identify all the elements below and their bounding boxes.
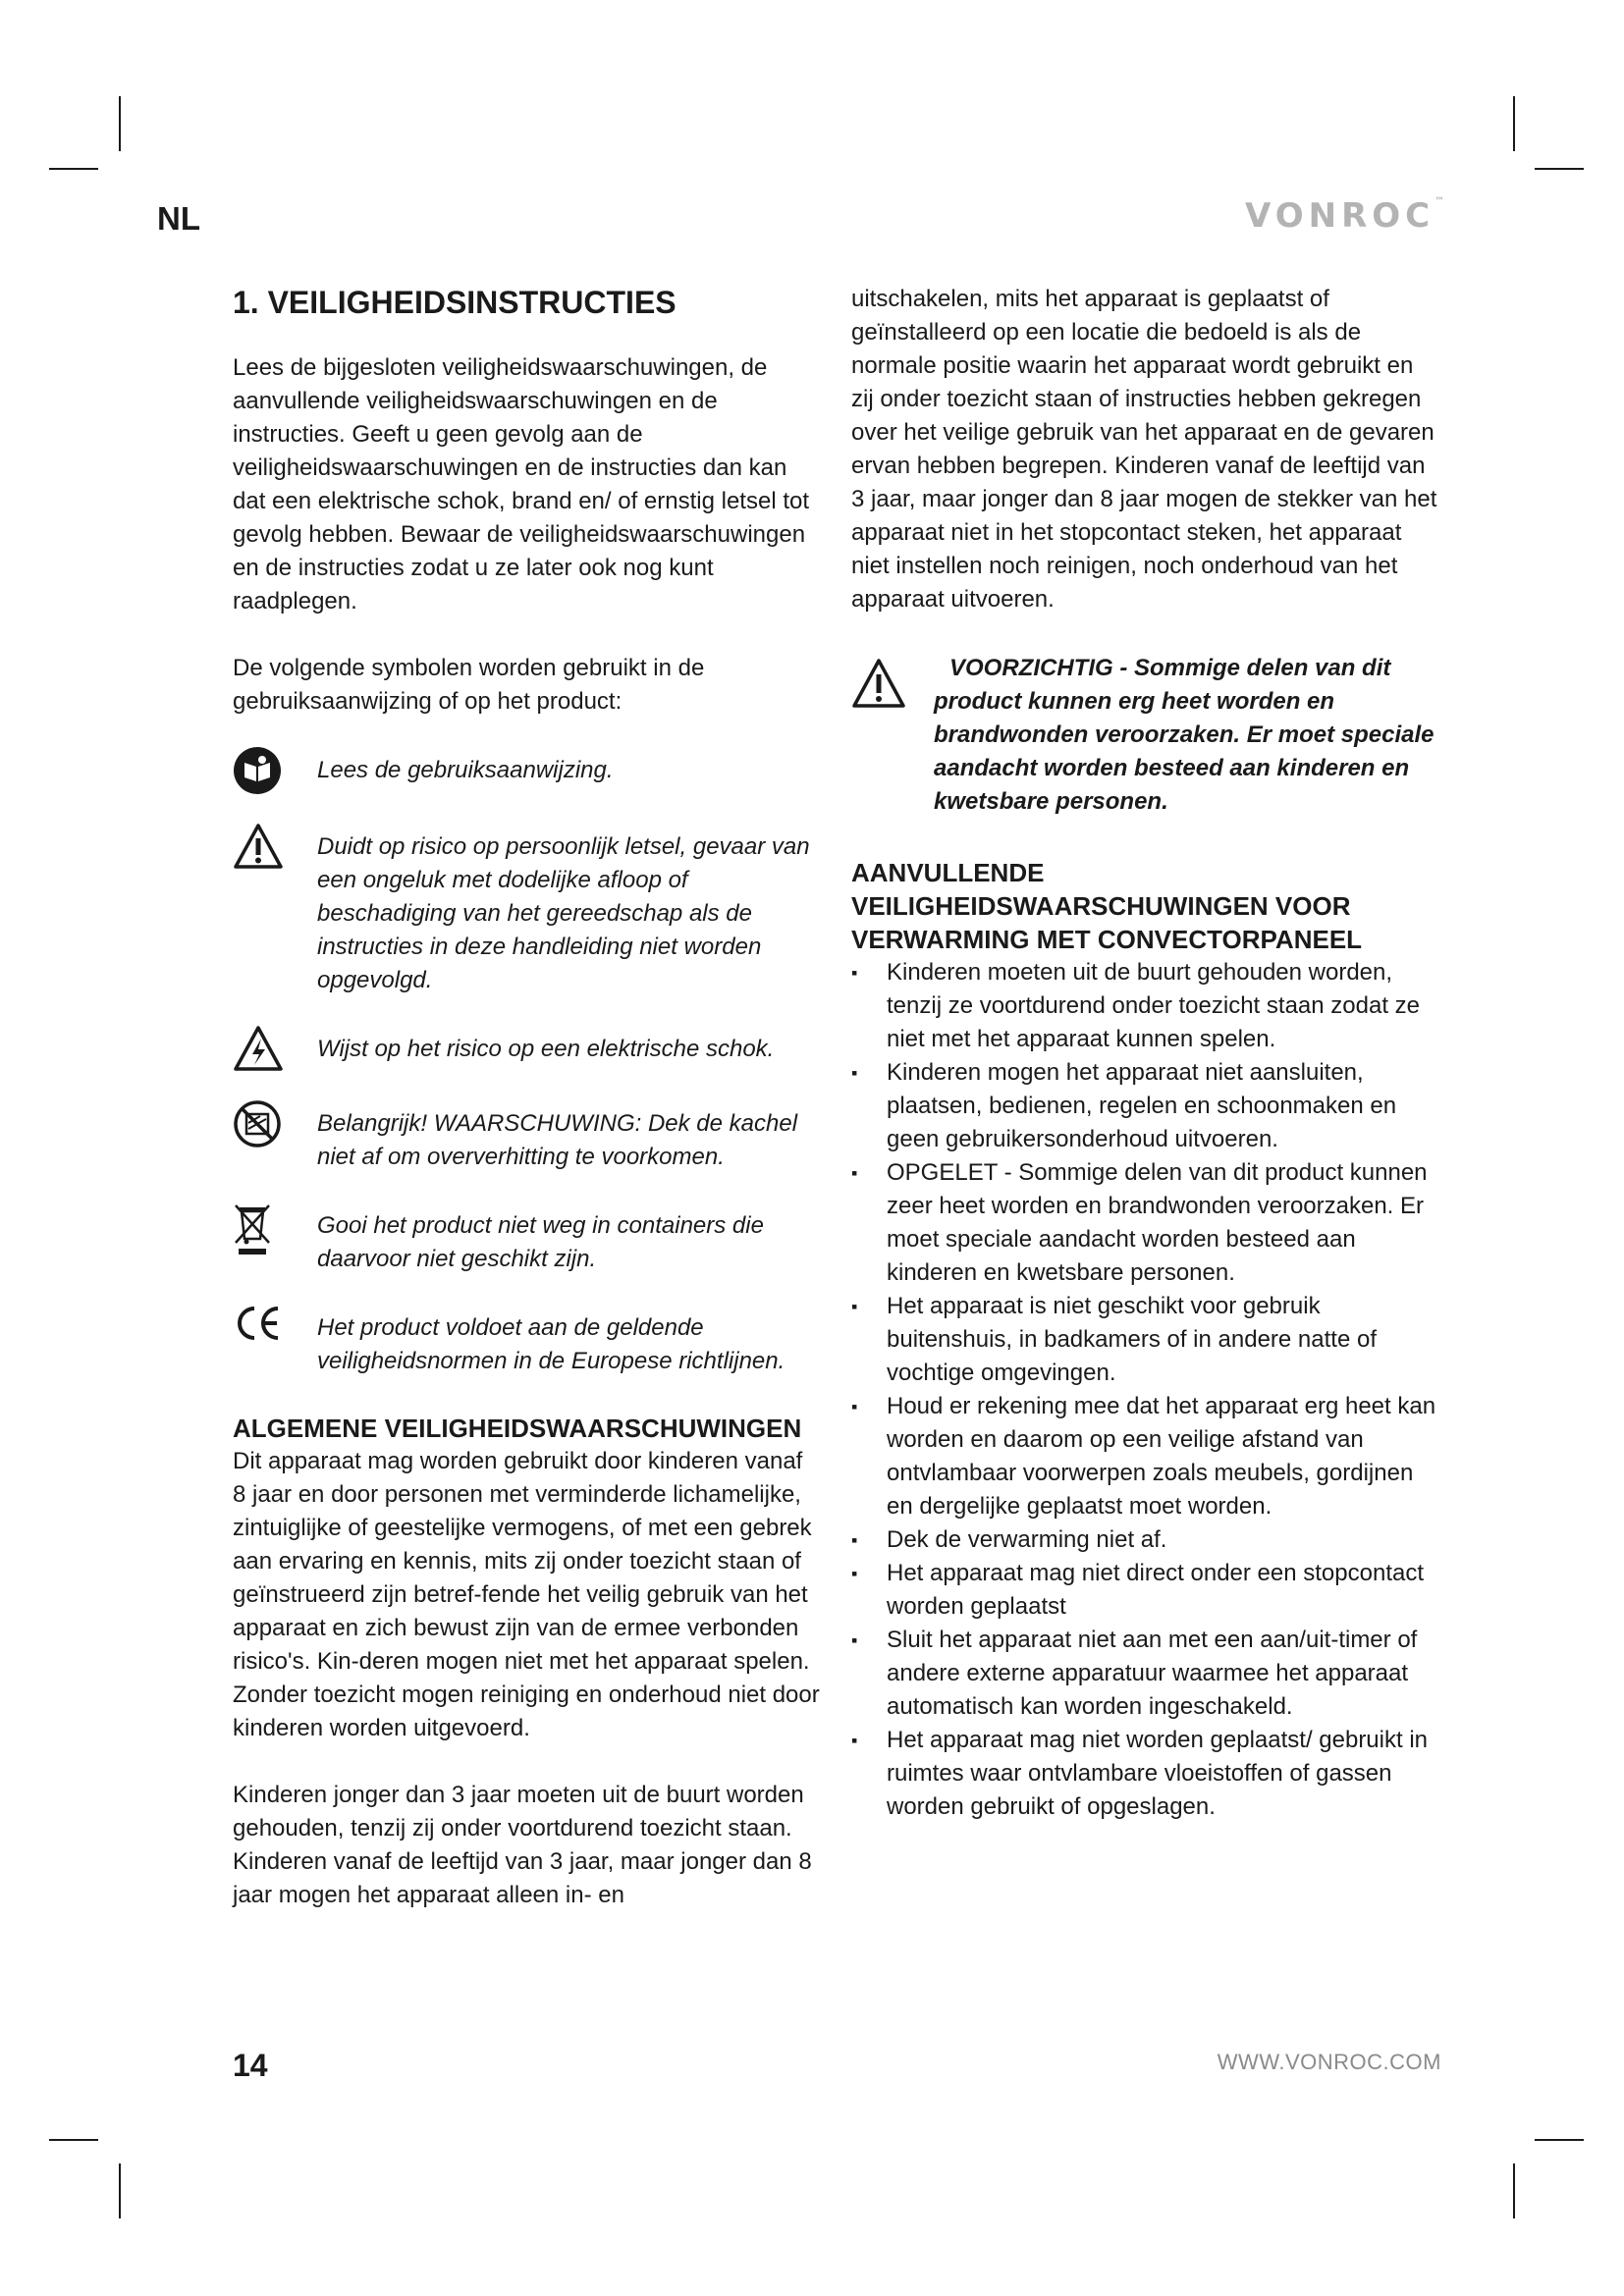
crop-mark [119, 96, 121, 151]
additional-warnings-heading: VERWARMING MET CONVECTORPANEEL [851, 925, 1363, 954]
symbol-description: Duidt op risico op persoonlijk letsel, gevaar van een ongeluk met dodelijke afloop of beschadiging van het gereedschap als de instructies in deze handleiding niet worden opgevolgd. [317, 833, 810, 993]
list-item: ▪ Sluit het apparaat niet aan met een aan/uit-timer of andere externe apparatuur waarmee het apparaat automatisch kan worden ingeschakeld. [851, 1624, 1440, 1724]
electric-shock-icon [233, 1025, 317, 1072]
weee-bin-icon [233, 1201, 317, 1256]
additional-warnings-heading: AANVULLENDE [851, 858, 1045, 887]
left-column [233, 275, 822, 1912]
warnings-list [851, 956, 1440, 1824]
symbol-row [233, 1025, 822, 1072]
symbol-description: Gooi het product niet weg in containers die daarvoor niet geschikt zijn. [317, 1212, 764, 1272]
list-item: ▪ Dek de verwarming niet af. [851, 1523, 1440, 1557]
crop-mark [49, 2139, 98, 2141]
list-item: ▪ Kinderen mogen het apparaat niet aansluiten, plaatsen, bedienen, regelen en schoonmaken en geen gebruikersonderhoud uitvoeren. [851, 1056, 1440, 1156]
right-column [851, 283, 1440, 1824]
crop-mark [119, 2163, 121, 2218]
website-url: WWW.VONROC.COM [1217, 2050, 1441, 2074]
intro-paragraph: Lees de bijgesloten veiligheidswaarschuwingen, de aanvullende veiligheidswaarschuwingen en de instructies. Geeft u geen gevolg aan de veiligheidswaarschuwingen en de instructies dan kan dat een elektrische schok, brand en/ of ernstig letsel tot gevolg hebben. Bewaar de veiligheidswaarschuwingen en de instructies zodat u ze later ook nog kunt raadplegen. [233, 354, 810, 614]
list-item: ▪ Het apparaat mag niet direct onder een stopcontact worden geplaatst [851, 1557, 1440, 1624]
page-number: 14 [233, 2048, 268, 2083]
crop-mark [49, 168, 98, 170]
general-paragraph-continued: uitschakelen, mits het apparaat is geplaatst of geïnstalleerd op een locatie die bedoeld is als de normale positie waarin het apparaat wordt gebruikt en zij onder toezicht staan of instructies hebben gekregen over het veilige gebruik van het apparaat en de gevaren ervan hebben begrepen. Kinderen vanaf de leeftijd van 3 jaar, maar jonger dan 8 jaar mogen de stekker van het apparaat niet in het stopcontact steken, het apparaat niet instellen noch reinigen, noch onderhoud van het apparaat uitvoeren. [851, 286, 1437, 613]
crop-mark [1535, 168, 1584, 170]
crop-mark [1535, 2139, 1584, 2141]
caution-text: VOORZICHTIG - Sommige delen van dit product kunnen erg heet worden en brandwonden veroorzaken. Er moet speciale aandacht worden besteed aan kinderen en kwetsbare personen. [934, 655, 1435, 815]
do-not-cover-icon [233, 1099, 317, 1148]
crop-mark [1513, 2163, 1515, 2218]
general-warnings-heading: ALGEMENE VEILIGHEIDSWAARSCHUWINGEN [233, 1414, 802, 1443]
symbol-description: Belangrijk! WAARSCHUWING: Dek de kachel niet af om oververhitting te voorkomen. [317, 1110, 798, 1170]
symbol-row [233, 1099, 822, 1174]
caution-box [851, 652, 1440, 819]
read-manual-icon [233, 746, 317, 795]
brand-logo: VONROC™ [1245, 196, 1445, 236]
list-item: ▪ Het apparaat mag niet worden geplaatst/ gebruikt in ruimtes waar ontvlambare vloeistoffen of gassen worden gebruikt of opgeslagen. [851, 1724, 1440, 1824]
crop-mark [1513, 96, 1515, 151]
language-code: NL [157, 200, 200, 237]
list-item: ▪ Het apparaat is niet geschikt voor gebruik buitenshuis, in badkamers of in andere natte of vochtige omgevingen. [851, 1290, 1440, 1390]
additional-warnings-heading: VEILIGHEIDSWAARSCHUWINGEN VOOR [851, 891, 1351, 921]
symbol-description: Het product voldoet aan de geldende veiligheidsnormen in de Europese richtlijnen. [317, 1314, 785, 1374]
warning-triangle-icon [851, 652, 934, 719]
general-paragraph: Kinderen jonger dan 3 jaar moeten uit de buurt worden gehouden, tenzij zij onder voortdurend toezicht staan. [233, 1782, 804, 1842]
symbol-row [233, 1201, 822, 1276]
symbol-row [233, 1304, 822, 1378]
section-title: 1. VEILIGHEIDSINSTRUCTIES [233, 285, 677, 320]
symbols-intro: De volgende symbolen worden gebruikt in de gebruiksaanwijzing of op het product: [233, 655, 705, 715]
symbol-description: Lees de gebruiksaanwijzing. [317, 757, 614, 783]
general-paragraph: Kinderen vanaf de leeftijd van 3 jaar, maar jonger dan 8 jaar mogen het apparaat alleen in- en [233, 1848, 812, 1908]
symbol-row [233, 823, 822, 997]
list-item: ▪ Houd er rekening mee dat het apparaat erg heet kan worden en daarom op een veilige afstand van ontvlambaar voorwerpen zoals meubels, gordijnen en dergelijke geplaatst moet worden. [851, 1390, 1440, 1523]
list-item: ▪ Kinderen moeten uit de buurt gehouden worden, tenzij ze voortdurend onder toezicht staan zodat ze niet met het apparaat kunnen spelen. [851, 956, 1440, 1056]
symbol-description: Wijst op het risico op een elektrische schok. [317, 1036, 775, 1062]
list-item: ▪ OPGELET - Sommige delen van dit product kunnen zeer heet worden en brandwonden veroorzaken. Er moet speciale aandacht worden besteed aan kinderen en kwetsbare personen. [851, 1156, 1440, 1290]
warning-triangle-icon [233, 823, 317, 870]
ce-mark-icon [233, 1304, 317, 1343]
symbol-row [233, 746, 822, 795]
general-paragraph: Dit apparaat mag worden gebruikt door kinderen vanaf 8 jaar en door personen met verminderde lichamelijke, zintuiglijke of geestelijke vermogens, of met een gebrek aan ervaring en kennis, mits zij onder toezicht staan of geïnstrueerd zijn betref-fende het veilig gebruik van het apparaat en zich bewust zijn van de ermee verbonden risico's. Kin-deren mogen niet met het apparaat spelen. Zonder toezicht mogen reiniging en onderhoud niet door kinderen worden uitgevoerd. [233, 1448, 820, 1741]
